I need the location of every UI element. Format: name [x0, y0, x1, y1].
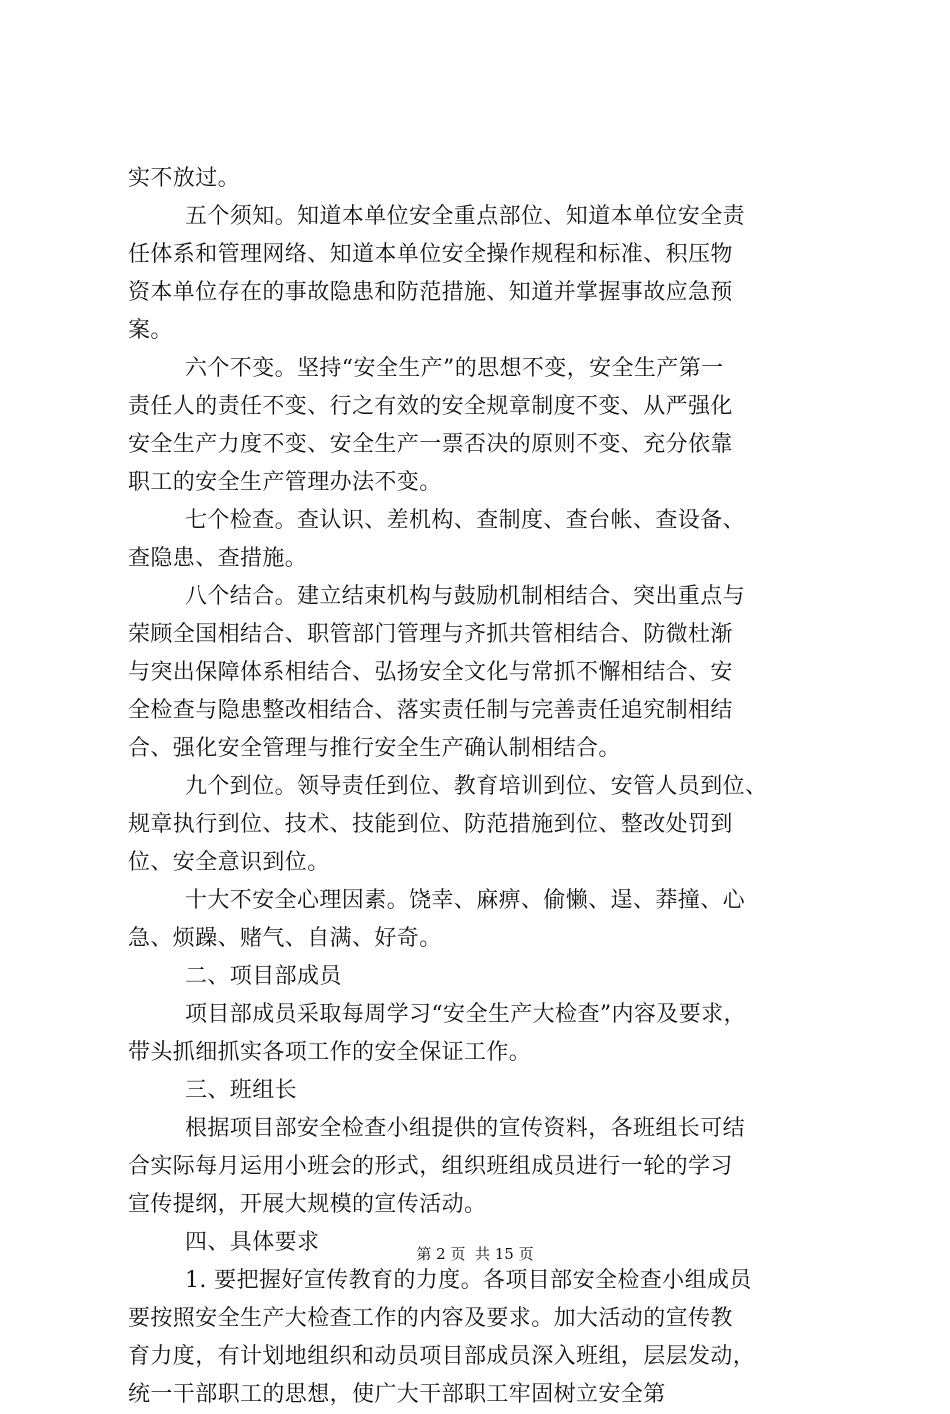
text-line: 合实际每月运用小班会的形式，组织班组成员进行一轮的学习	[128, 1154, 733, 1179]
text-line: 四、具体要求	[185, 1230, 320, 1255]
text-line: 育力度，有计划地组织和动员项目部成员深入班组，层层发动，	[128, 1344, 756, 1369]
text-line: 资本单位存在的事故隐患和防范措施、知道并掌握事故应急预	[128, 280, 733, 305]
text-line: 合、强化安全管理与推行安全生产确认制相结合。	[128, 736, 621, 761]
text-line: 八个结合。建立结束机构与鼓励机制相结合、突出重点与	[185, 584, 746, 609]
text-line: 职工的安全生产管理办法不变。	[128, 470, 442, 495]
text-line: 查隐患、查措施。	[128, 546, 308, 571]
text-line: 案。	[128, 318, 173, 343]
text-line: 位、安全意识到位。	[128, 850, 330, 875]
text-line: 五个须知。知道本单位安全重点部位、知道本单位安全责	[185, 204, 746, 229]
text-line: 根据项目部安全检查小组提供的宣传资料，各班组长可结	[185, 1116, 746, 1141]
text-line: 急、烦躁、赌气、自满、好奇。	[128, 926, 442, 951]
text-line: 1. 要把握好宣传教育的力度。各项目部安全检查小组成员	[185, 1268, 752, 1293]
text-line: 带头抓细抓实各项工作的安全保证工作。	[128, 1040, 532, 1065]
text-line: 宣传提纲，开展大规模的宣传活动。	[128, 1192, 487, 1217]
text-line: 责任人的责任不变、行之有效的安全规章制度不变、从严强化	[128, 394, 733, 419]
page-footer	[0, 1244, 950, 1264]
text-line: 要按照安全生产大检查工作的内容及要求。加大活动的宣传教	[128, 1306, 733, 1331]
text-line: 荣顾全国相结合、职管部门管理与齐抓共管相结合、防微杜渐	[128, 622, 733, 647]
text-line: 规章执行到位、技术、技能到位、防范措施到位、整改处罚到	[128, 812, 733, 837]
text-line: 实不放过。	[128, 166, 241, 191]
text-line: 二、项目部成员	[185, 964, 342, 989]
text-line: 九个到位。领导责任到位、教育培训到位、安管人员到位、	[185, 774, 768, 799]
text-line: 三、班组长	[185, 1078, 298, 1103]
text-line: 统一干部职工的思想，使广大干部职工牢固树立安全第	[128, 1382, 666, 1407]
document-body	[128, 160, 828, 1414]
text-line: 十大不安全心理因素。饶幸、麻痹、偷懒、逞、莽撞、心	[185, 888, 746, 913]
text-line: 七个检查。查认识、差机构、查制度、查台帐、查设备、	[185, 508, 746, 533]
text-line: 安全生产力度不变、安全生产一票否决的原则不变、充分依靠	[128, 432, 733, 457]
text-line: 全检查与隐患整改相结合、落实责任制与完善责任追究制相结	[128, 698, 733, 723]
text-line: 任体系和管理网络、知道本单位安全操作规程和标准、积压物	[128, 242, 733, 267]
page-number-label: 第 2 页 共 15 页	[416, 1245, 534, 1263]
text-line: 项目部成员采取每周学习“安全生产大检查”内容及要求，	[185, 1002, 746, 1027]
text-line: 与突出保障体系相结合、弘扬安全文化与常抓不懈相结合、安	[128, 660, 733, 685]
text-line: 六个不变。坚持“安全生产”的思想不变，安全生产第一	[185, 356, 724, 381]
